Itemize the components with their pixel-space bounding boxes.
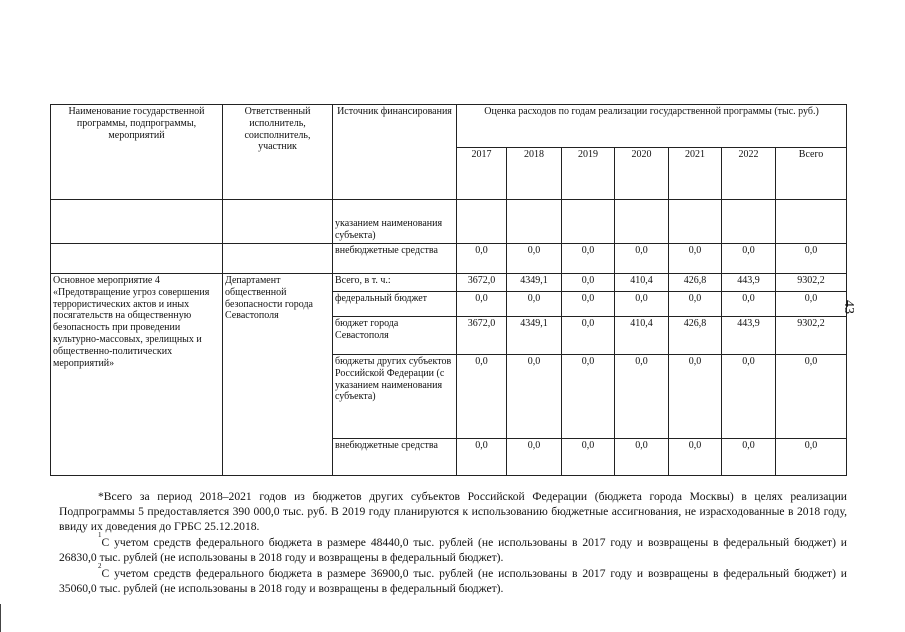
value-cell: 443,9 [722, 274, 776, 292]
table-row [51, 274, 847, 292]
value-cell: 9302,2 [776, 317, 847, 355]
footnote-mark: 2 [98, 562, 102, 570]
value-cell: 4349,1 [507, 317, 562, 355]
value-cell: 443,9 [722, 317, 776, 355]
header-year: 2018 [507, 148, 562, 200]
value-cell: 0,0 [507, 244, 562, 274]
source-cell: бюджеты других субъектов Российской Федерации (с указанием наименования субъекта) [333, 355, 457, 439]
header-year: 2021 [669, 148, 722, 200]
value-cell: 0,0 [669, 244, 722, 274]
footnote-main: *Всего за период 2018–2021 годов из бюджетов других субъектов Российской Федерации (бюджета города Москвы) в целях реализации Подпрограммы 5 предоставляется 390 000,0 тыс. руб. В 2019 году планируются к использованию бюджетные ассигнования, не израсходованные в 2018 году, ввиду их доведения до ГРБС 25.12.2018. [59, 490, 847, 533]
footnote-2 [59, 562, 847, 596]
value-cell: 0,0 [669, 355, 722, 439]
value-cell: 0,0 [562, 244, 615, 274]
value-cell: 0,0 [722, 292, 776, 317]
footnote-mark: 1 [98, 531, 102, 539]
scan-edge-mark [0, 604, 1, 632]
header-year: 2017 [457, 148, 507, 200]
value-cell: 0,0 [457, 292, 507, 317]
source-cell: указанием наименования субъекта) [333, 200, 457, 244]
value-cell: 3672,0 [457, 274, 507, 292]
value-cell: 410,4 [615, 274, 669, 292]
value-cell: 0,0 [562, 355, 615, 439]
footnote-1 [59, 531, 847, 565]
value-cell: 426,8 [669, 317, 722, 355]
header-total: Всего [776, 148, 847, 200]
value-cell: 0,0 [615, 439, 669, 476]
activity-name: Основное мероприятие 4 «Предотвращение угроз совершения террористических актов и иных посягательств на общественную безопасность при проведении культурно-массовых, зрелищных и общественно-политических мероприятий» [51, 274, 223, 476]
value-cell: 0,0 [507, 355, 562, 439]
source-cell: Всего, в т. ч.: [333, 274, 457, 292]
source-cell: внебюджетные средства [333, 244, 457, 274]
value-cell: 410,4 [615, 317, 669, 355]
table-row [51, 200, 847, 244]
value-cell: 9302,2 [776, 274, 847, 292]
header-estimate: Оценка расходов по годам реализации государственной программы (тыс. руб.) [457, 105, 847, 148]
footnote-text: С учетом средств федерального бюджета в размере 36900,0 тыс. рублей (не использованы в 2017 году и возвращены в федеральный бюджет) и 35060,0 тыс. рублей (не использованы в 2018 году и возвращены в федеральный бюджет). [59, 567, 847, 595]
header-responsible: Ответственный исполнитель, соисполнитель, участник [223, 105, 333, 200]
header-source: Источник финансирования [333, 105, 457, 200]
value-cell: 0,0 [615, 355, 669, 439]
value-cell: 0,0 [562, 274, 615, 292]
value-cell: 0,0 [722, 244, 776, 274]
value-cell: 3672,0 [457, 317, 507, 355]
value-cell: 426,8 [669, 274, 722, 292]
value-cell: 0,0 [615, 292, 669, 317]
value-cell: 0,0 [615, 244, 669, 274]
source-cell: бюджет города Севастополя [333, 317, 457, 355]
header-year: 2019 [562, 148, 615, 200]
budget-table [50, 104, 847, 476]
page-number: 43 [841, 300, 856, 314]
value-cell: 0,0 [776, 244, 847, 274]
header-name: Наименование государственной программы, подпрограммы, мероприятий [51, 105, 223, 200]
value-cell: 0,0 [507, 439, 562, 476]
source-cell: федеральный бюджет [333, 292, 457, 317]
source-cell: внебюджетные средства [333, 439, 457, 476]
value-cell: 0,0 [776, 292, 847, 317]
value-cell: 0,0 [722, 439, 776, 476]
activity-responsible: Департамент общественной безопасности города Севастополя [223, 274, 333, 476]
footnote-text: С учетом средств федерального бюджета в размере 48440,0 тыс. рублей (не использованы в 2017 году и возвращены в федеральный бюджет) и 26830,0 тыс. рублей (не использованы в 2018 году и возвращены в федеральный бюджет). [59, 536, 847, 564]
value-cell: 0,0 [507, 292, 562, 317]
value-cell: 0,0 [562, 292, 615, 317]
value-cell: 0,0 [776, 439, 847, 476]
value-cell: 4349,1 [507, 274, 562, 292]
value-cell: 0,0 [457, 244, 507, 274]
value-cell: 0,0 [562, 439, 615, 476]
header-year: 2020 [615, 148, 669, 200]
value-cell: 0,0 [669, 439, 722, 476]
footnotes [59, 489, 847, 596]
value-cell: 0,0 [669, 292, 722, 317]
value-cell: 0,0 [722, 355, 776, 439]
value-cell: 0,0 [457, 439, 507, 476]
value-cell: 0,0 [562, 317, 615, 355]
value-cell: 0,0 [776, 355, 847, 439]
header-year: 2022 [722, 148, 776, 200]
value-cell: 0,0 [457, 355, 507, 439]
table-row [51, 244, 847, 274]
